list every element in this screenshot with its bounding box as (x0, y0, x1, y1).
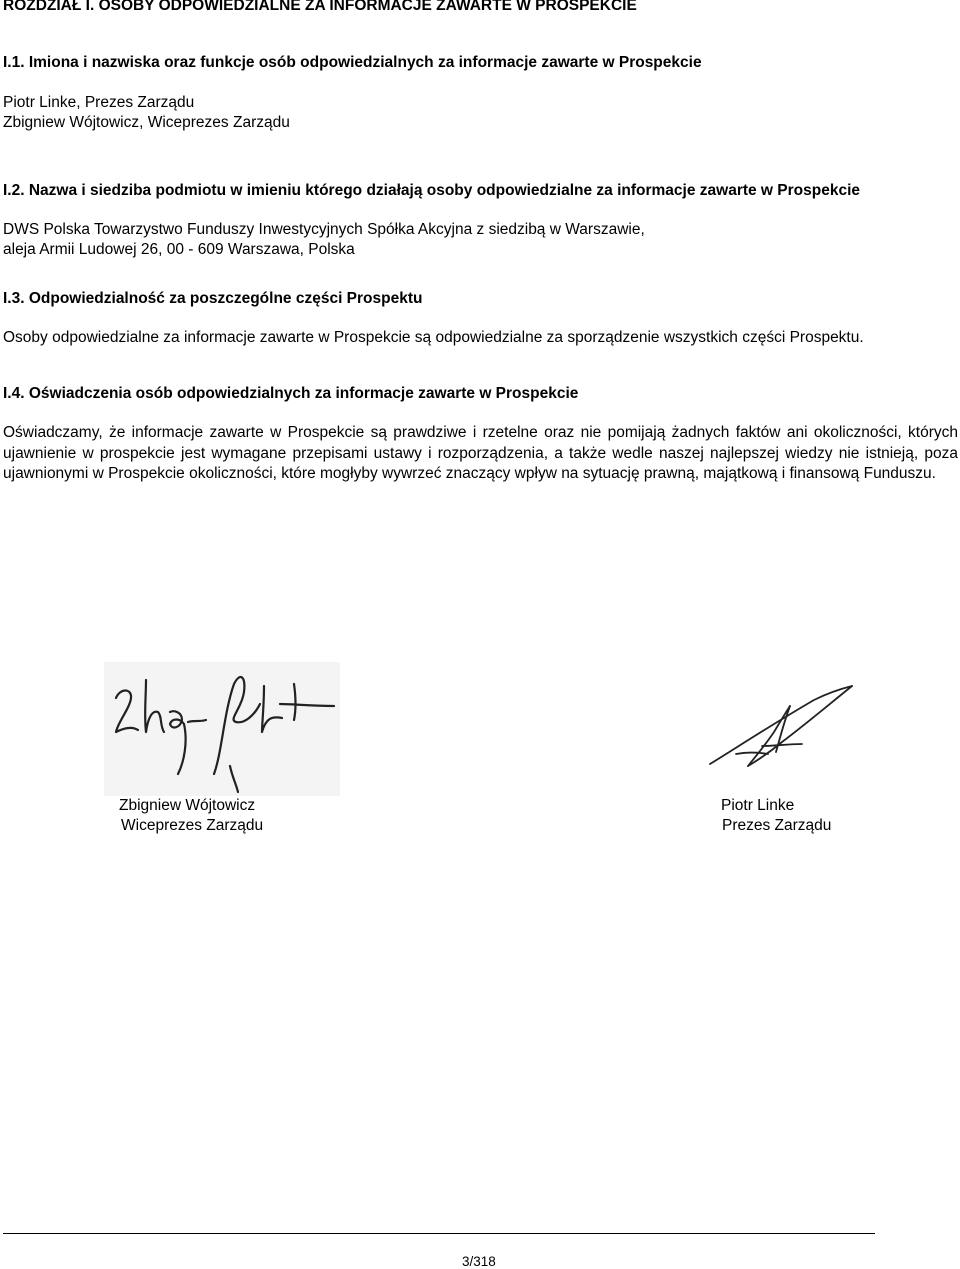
section-heading-2: I.2. Nazwa i siedziba podmiotu w imieniu którego działają osoby odpowiedzialne za informacje zawarte w Prospekcie (3, 182, 861, 199)
section-3-line-1: Osoby odpowiedzialne za informacje zawarte w Prospekcie są odpowiedzialne za sporządzenie wszystkich części Prospektu. (3, 329, 864, 346)
chapter-title: ROZDZIAŁ I. OSOBY ODPOWIEDZIALNE ZA INFORMACJE ZAWARTE W PROSPEKCIE (3, 0, 637, 14)
page-number: 3/318 (462, 1254, 496, 1269)
section-1-line-2: Zbigniew Wójtowicz, Wiceprezes Zarządu (3, 114, 290, 131)
section-1-line-1: Piotr Linke, Prezes Zarządu (3, 94, 195, 111)
section-2-line-1: DWS Polska Towarzystwo Funduszy Inwestycyjnych Spółka Akcyjna z siedzibą w Warszawie, (3, 221, 645, 238)
signatory-name-left: Zbigniew Wójtowicz (119, 797, 256, 814)
signatory-role-left: Wiceprezes Zarządu (121, 817, 264, 834)
section-heading-4: I.4. Oświadczenia osób odpowiedzialnych za informacje zawarte w Prospekcie (3, 385, 579, 402)
signatory-role-right: Prezes Zarządu (722, 817, 832, 834)
section-heading-3: I.3. Odpowiedzialność za poszczególne części Prospektu (3, 290, 423, 307)
signatory-name-right: Piotr Linke (721, 797, 795, 814)
section-heading-1: I.1. Imiona i nazwiska oraz funkcje osób odpowiedzialnych za informacje zawarte w Prospekcie (3, 54, 702, 71)
declaration-paragraph: Oświadczamy, że informacje zawarte w Prospekcie są prawdziwe i rzetelne oraz nie pomijają żadnych faktów ani okoliczności, których ujawnienie w prospekcie jest wymagane przepisami ustawy i rozporządzenia, a także wedle naszej najlepszej wiedzy nie istnieją, poza ujawnionymi w Prospekcie okoliczności, które mogłyby wywrzeć znaczący wpływ na sytuację prawną, majątkową i finansową Funduszu. (3, 424, 958, 482)
footer-divider (3, 1233, 875, 1234)
signature-image-linke (706, 682, 856, 774)
signature-image-wojtowicz (104, 662, 340, 796)
section-2-line-2: aleja Armii Ludowej 26, 00 - 609 Warszawa, Polska (3, 241, 355, 258)
